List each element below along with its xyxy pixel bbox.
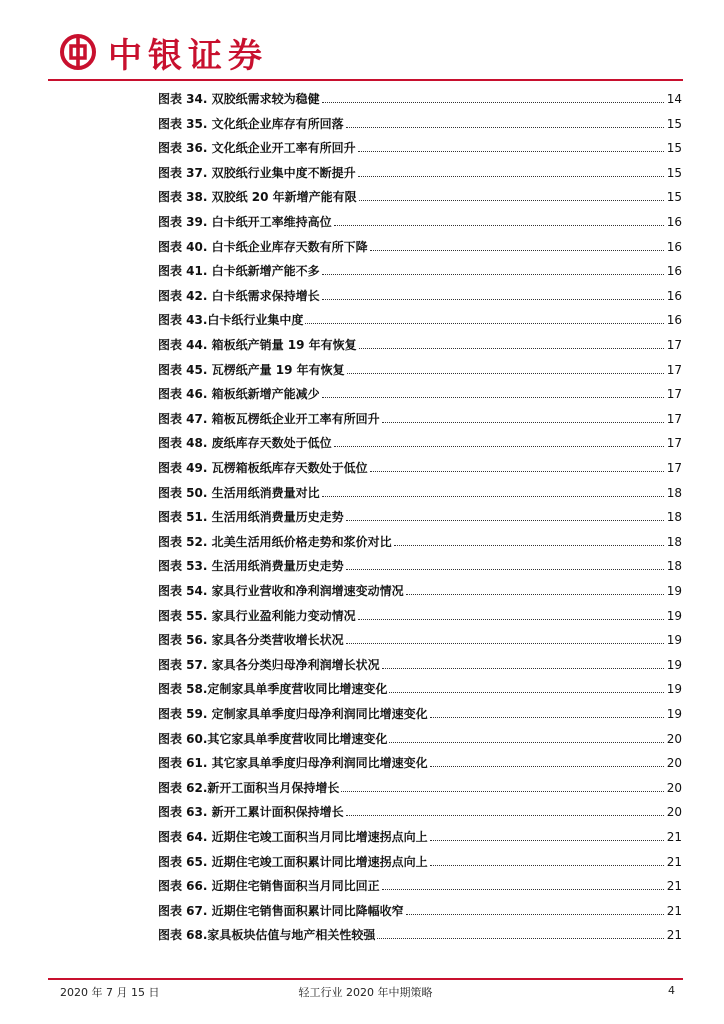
toc-entry-label: 图表 40. 白卡纸企业库存天数有所下降 (158, 239, 368, 254)
footer-title: 轻工行业 2020 年中期策略 (298, 986, 433, 999)
toc-entry-page: 16 (666, 239, 682, 254)
toc-entry-page: 15 (666, 190, 682, 205)
dot-leader (359, 199, 664, 201)
toc-entry[interactable] (158, 184, 682, 204)
toc-entry-page: 17 (666, 338, 682, 352)
dot-leader (389, 741, 663, 743)
toc-entry-page: 19 (666, 584, 682, 598)
footer-divider (48, 978, 683, 980)
toc-entry[interactable] (158, 676, 682, 696)
toc-entry[interactable] (158, 529, 682, 549)
toc-entry-page: 18 (666, 559, 682, 574)
dot-leader (347, 372, 664, 374)
toc-entry-page: 21 (666, 928, 682, 943)
toc-entry-page: 18 (666, 485, 682, 500)
toc-entry-label: 图表 60.其它家具单季度营收同比增速变化 (158, 731, 388, 746)
toc-entry-label: 图表 62.新开工面积当月保持增长 (158, 780, 340, 795)
toc-entry-label: 图表 34. 双胶纸需求较为稳健 (158, 92, 320, 106)
dot-leader (382, 421, 664, 423)
toc-entry-label: 图表 49. 瓦楞箱板纸库存天数处于低位 (158, 461, 368, 475)
toc-entry-page: 20 (666, 731, 682, 746)
dot-leader (322, 101, 664, 103)
toc-entry-label: 图表 39. 白卡纸开工率维持高位 (158, 215, 332, 229)
toc-entry[interactable] (158, 775, 682, 795)
toc-entry[interactable] (158, 701, 682, 721)
toc-entry-page: 17 (666, 461, 682, 475)
toc-entry[interactable] (158, 86, 682, 106)
toc-entry-label: 图表 43.白卡纸行业集中度 (158, 313, 304, 328)
toc-entry-page: 18 (666, 534, 682, 549)
dot-leader (322, 396, 664, 398)
toc-entry-page: 20 (666, 780, 682, 795)
toc-entry[interactable] (158, 480, 682, 500)
toc-entry-label: 图表 68.家具板块估值与地产相关性较强 (158, 928, 376, 943)
toc-entry[interactable] (158, 209, 682, 229)
toc-entry-page: 20 (666, 805, 682, 820)
toc-entry-label: 图表 66. 近期住宅销售面积当月同比回正 (158, 879, 380, 894)
toc-entry[interactable] (158, 627, 682, 647)
dot-leader (305, 322, 663, 324)
dot-leader (430, 864, 664, 866)
toc-entry[interactable] (158, 357, 682, 377)
dot-leader (382, 888, 664, 890)
toc-entry-page: 21 (666, 903, 682, 918)
toc-entry-page: 15 (666, 141, 682, 156)
toc-entry-page: 18 (666, 510, 682, 525)
toc-entry[interactable] (158, 406, 682, 426)
toc-entry-page: 16 (666, 288, 682, 303)
toc-entry-page: 19 (666, 608, 682, 623)
toc-entry-label: 图表 37. 双胶纸行业集中度不断提升 (158, 165, 356, 180)
toc-entry-label: 图表 64. 近期住宅竣工面积当月同比增速拐点向上 (158, 830, 428, 844)
toc-entry-label: 图表 57. 家具各分类归母净利润增长状况 (158, 657, 380, 672)
toc-entry-page: 16 (666, 215, 682, 229)
toc-entry-label: 图表 35. 文化纸企业库存有所回落 (158, 116, 344, 131)
dot-leader (406, 913, 664, 915)
dot-leader (346, 568, 664, 570)
dot-leader (322, 298, 664, 300)
toc-entry-label: 图表 44. 箱板纸产销量 19 年有恢复 (158, 338, 357, 352)
dot-leader (430, 839, 664, 841)
toc-entry[interactable] (158, 258, 682, 278)
toc-entry[interactable] (158, 430, 682, 450)
dot-leader (346, 126, 664, 128)
dot-leader (358, 150, 664, 152)
toc-entry-label: 图表 41. 白卡纸新增产能不多 (158, 264, 320, 279)
header-divider (48, 79, 683, 81)
bank-of-china-logo-icon (60, 34, 96, 70)
toc-entry[interactable] (158, 652, 682, 672)
toc-entry-label: 图表 61. 其它家具单季度归母净利润同比增速变化 (158, 756, 428, 771)
toc-entry-label: 图表 36. 文化纸企业开工率有所回升 (158, 141, 356, 156)
toc-entry-label: 图表 46. 箱板纸新增产能减少 (158, 387, 320, 402)
brand-name: 中银证券 (108, 36, 268, 76)
toc-entry[interactable] (158, 603, 682, 623)
toc-entry-label: 图表 53. 生活用纸消费量历史走势 (158, 559, 344, 574)
toc-entry-page: 17 (666, 362, 682, 377)
dot-leader (322, 273, 664, 275)
toc-entry-page: 15 (666, 116, 682, 131)
dot-leader (430, 716, 664, 718)
toc-entry[interactable] (158, 332, 682, 352)
toc-entry[interactable] (158, 799, 682, 819)
dot-leader (341, 790, 663, 792)
toc-entry-page: 17 (666, 436, 682, 451)
toc-entry[interactable] (158, 455, 682, 475)
dot-leader (359, 347, 664, 349)
toc-entry-label: 图表 59. 定制家具单季度归母净利润同比增速变化 (158, 707, 428, 721)
toc-entry[interactable] (158, 135, 682, 155)
toc-entry-label: 图表 58.定制家具单季度营收同比增速变化 (158, 682, 388, 697)
toc-entry-page: 16 (666, 313, 682, 328)
toc-entry-label: 图表 67. 近期住宅销售面积累计同比降幅收窄 (158, 903, 404, 918)
toc-entry-page: 21 (666, 854, 682, 869)
dot-leader (430, 765, 664, 767)
toc-entry-page: 21 (666, 830, 682, 844)
dot-leader (370, 249, 664, 251)
toc-entry-label: 图表 38. 双胶纸 20 年新增产能有限 (158, 190, 357, 205)
dot-leader (394, 544, 664, 546)
toc-entry[interactable] (158, 726, 682, 746)
toc-entry-page: 14 (666, 92, 682, 106)
toc-entry-page: 17 (666, 411, 682, 426)
page-header (0, 0, 724, 88)
toc-entry[interactable] (158, 234, 682, 254)
toc-entry[interactable] (158, 898, 682, 918)
footer-date: 2020 年 7 月 15 日 (60, 986, 160, 999)
toc-entry[interactable] (158, 824, 682, 844)
toc-entry-page: 20 (666, 756, 682, 771)
toc-entry-label: 图表 47. 箱板瓦楞纸企业开工率有所回升 (158, 411, 380, 426)
dot-leader (334, 224, 664, 226)
dot-leader (382, 667, 664, 669)
toc-entry-page: 15 (666, 165, 682, 180)
toc-entry[interactable] (158, 307, 682, 327)
toc-entry-label: 图表 50. 生活用纸消费量对比 (158, 485, 320, 500)
dot-leader (389, 691, 663, 693)
toc-entry-page: 16 (666, 264, 682, 279)
dot-leader (377, 937, 663, 939)
toc-entry-page: 19 (666, 657, 682, 672)
toc-entry[interactable] (158, 504, 682, 524)
toc-entry[interactable] (158, 873, 682, 893)
toc-entry[interactable] (158, 283, 682, 303)
toc-entry-label: 图表 48. 废纸库存天数处于低位 (158, 436, 332, 451)
dot-leader (370, 470, 664, 472)
dot-leader (406, 593, 664, 595)
toc-entry[interactable] (158, 849, 682, 869)
toc-entry[interactable] (158, 750, 682, 770)
toc-entry-label: 图表 56. 家具各分类营收增长状况 (158, 633, 344, 648)
toc-entry-page: 17 (666, 387, 682, 402)
dot-leader (346, 814, 664, 816)
toc-entry-page: 19 (666, 633, 682, 648)
toc-entry-label: 图表 52. 北美生活用纸价格走势和浆价对比 (158, 534, 392, 549)
toc-entry[interactable] (158, 111, 682, 131)
toc-entry[interactable] (158, 578, 682, 598)
toc-entry-page: 19 (666, 707, 682, 721)
dot-leader (334, 445, 664, 447)
page-footer (48, 984, 683, 1002)
toc-entry-label: 图表 65. 近期住宅竣工面积累计同比增速拐点向上 (158, 854, 428, 869)
toc-entry[interactable] (158, 922, 682, 942)
toc-entry-label: 图表 55. 家具行业盈利能力变动情况 (158, 608, 356, 623)
toc-entry-label: 图表 42. 白卡纸需求保持增长 (158, 288, 320, 303)
dot-leader (358, 175, 664, 177)
page-number: 4 (668, 984, 675, 997)
dot-leader (358, 618, 664, 620)
toc-entry-label: 图表 45. 瓦楞纸产量 19 年有恢复 (158, 362, 345, 377)
dot-leader (322, 495, 664, 497)
toc-entry-label: 图表 54. 家具行业营收和净利润增速变动情况 (158, 584, 404, 598)
dot-leader (346, 519, 664, 521)
toc-entry[interactable] (158, 553, 682, 573)
toc-entry-page: 21 (666, 879, 682, 894)
toc-entry[interactable] (158, 160, 682, 180)
toc-entry-label: 图表 51. 生活用纸消费量历史走势 (158, 510, 344, 525)
toc-entry-page: 19 (666, 682, 682, 697)
toc-entry[interactable] (158, 381, 682, 401)
toc-entry-label: 图表 63. 新开工累计面积保持增长 (158, 805, 344, 820)
dot-leader (346, 642, 664, 644)
